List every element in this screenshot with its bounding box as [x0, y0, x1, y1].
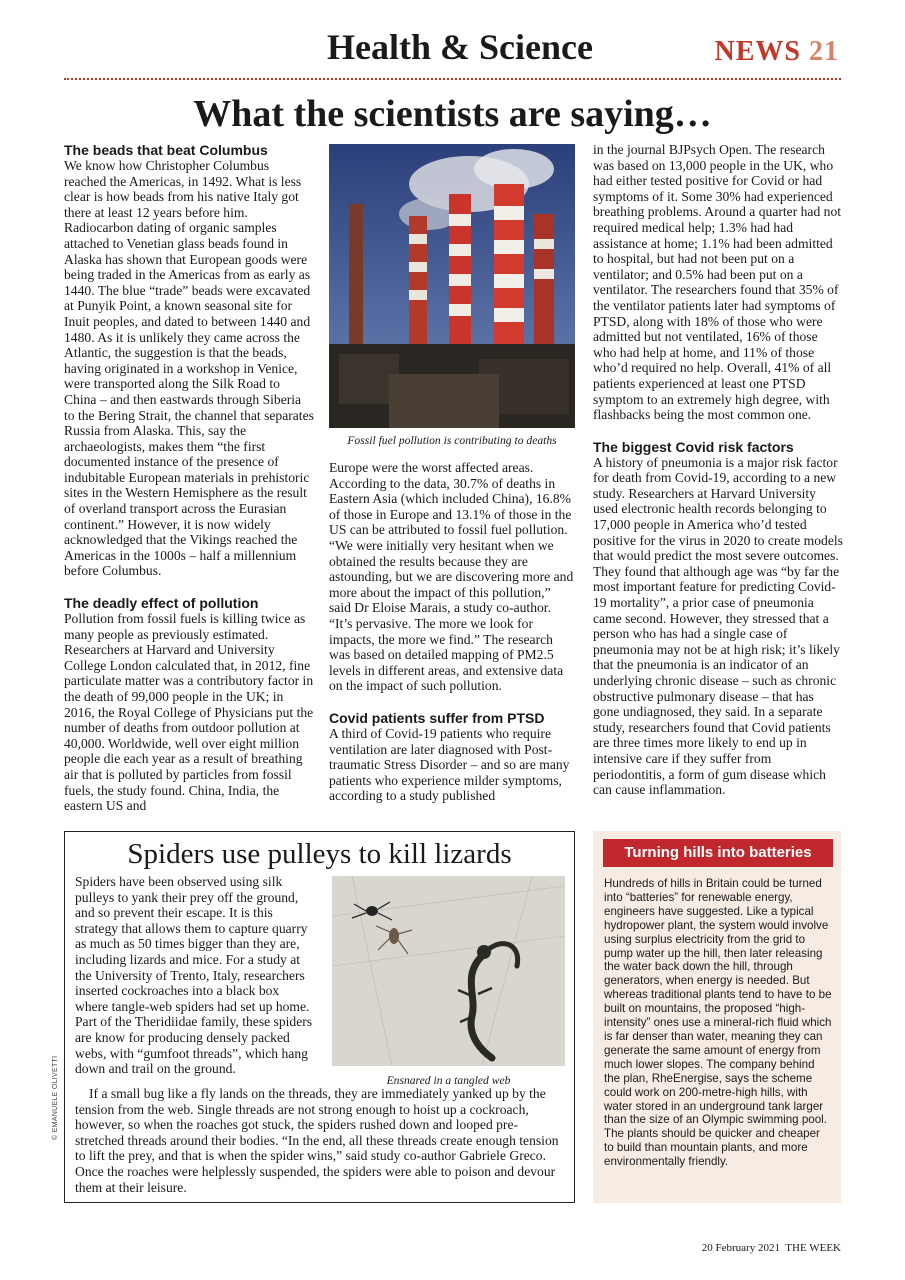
photo-caption-spider: Ensnared in a tangled web	[386, 1074, 511, 1087]
column-2	[329, 460, 575, 804]
page-number: 21	[809, 36, 839, 67]
column-3	[593, 142, 843, 798]
page-footer	[702, 1242, 841, 1254]
article-body-ptsd: A third of Covid-19 patients who require ventilation are later diagnosed with Post-traumatic Stress Disorder – and so are many patients who experience milder symptoms, according to a study published	[329, 725, 570, 804]
section-title: Health & Science	[327, 27, 593, 67]
header-divider	[64, 78, 841, 80]
footer-date: 20 February 2021	[701, 1242, 780, 1254]
article-title-beads: The beads that beat Columbus	[64, 142, 268, 158]
photo-caption-pollution: Fossil fuel pollution is contributing to deaths	[347, 434, 557, 447]
photo-credit: © EMANUELE OLIVETTI	[52, 1055, 59, 1140]
article-body-pollution-continued: Europe were the worst affected areas. According to the data, 30.7% of deaths in Eastern Asia (which included China), 16.8% of those in Europe and 13.1% of those in the US can be attributed to fossil fuel pollution. “We were initially very hesitant when we obtained the results because they are astounding, but we are discovering more and more about the impact of this pollution,” said Dr Eloise Marais, a study co-author. “It’s pervasive. The more we look for impacts, the more we find.” The research was based on detailed mapping of PM2.5 levels in different areas, and extensive data on the impact of such pollution.	[329, 460, 574, 694]
article-body-beads: We know how Christopher Columbus reached the Americas, in 1492. What is less clear is how beads from his native Italy got there at least 12 years before him. Radiocarbon dating of organic samples attached to Venetian glass beads found in Alaska has shown that European goods were being traded in the Americas from as early as 1440. The blue “trade” beads were excavated at Punyik Point, a known seasonal site for Inuit peoples, and dated to between 1440 and 1480. As it is unlikely they came across the Atlantic, the suggestion is that the beads, having originated in a workshop in Venice, were transported along the Silk Road to China – and then eastwards through Siberia to the Bering Strait, the channel that separates Russia from Alaska. This, say the archaeologists, makes them “the first documented instance of the presence of indubitable European materials in prehistoric sites in the Western Hemisphere as the result of overland transport across the Eurasian continent.” However, it is now widely acknowledged that the Vikings reached the Americas in the 1000s – half a millennium before Columbus.	[64, 158, 314, 579]
smokestacks-photo	[329, 144, 575, 428]
news-page-label	[715, 36, 839, 68]
article-body-ptsd-continued: in the journal BJPsych Open. The research was based on 13,000 people in the UK, who had either tested positive for Covid or had symptoms of it. Some 30% had experienced breathing problems. Around a quarter had not required medical help; 1.3% had had assistance at home; 1.1% had been admitted to hospital, but had not been put on a ventilator; and 0.5% had been put on a ventilator. The researchers found that 35% of the ventilator patients later had symptoms of PTSD, along with 18% of those who were admitted but not ventilated, 16% of those who had help at home, and 11% of those who’d required no help. Overall, 41% of all patients experienced at least one PTSD symptom to an extremely high degree, with flashbacks being the most common one.	[593, 142, 842, 423]
news-word: NEWS	[714, 36, 801, 67]
spider-lizard-photo	[332, 876, 565, 1066]
spiders-body-top	[75, 874, 315, 1077]
sidebar-body	[604, 877, 832, 1169]
spiders-title: Spiders use pulleys to kill lizards	[127, 838, 512, 870]
spiders-body-top-text: Spiders have been observed using silk pulleys to yank their prey off the ground, and so prevent their escape. It is this strategy that allows them to capture quarry as much as 50 times bigger than they are, including lizards and mice. For a study at the University of Trento, Italy, researchers inserted cockroaches into a black box where tangle-web spiders had set up home. Part of the Theridiidae family, these spiders are know for producing densely packed webs, with “gumfoot threads”, which hang down and trail on the ground.	[75, 874, 313, 1077]
article-title-ptsd: Covid patients suffer from PTSD	[329, 709, 545, 726]
spiders-feature-box	[64, 831, 575, 1203]
column-1	[64, 142, 314, 814]
article-title-risk-factors: The biggest Covid risk factors	[593, 438, 794, 455]
sidebar-body-text: Hundreds of hills in Britain could be turned into “batteries” for renewable energy, engineers have suggested. Like a typical hydropower plant, the system would involve using surplus electricity from the grid to pump water up the hill, then later releasing the water back down the hill, through generators, when energy is needed. But whereas traditional plants tend to have to be built on mountains, the proposed “high-intensity” ones use a mineral-rich fluid which is far denser than water, meaning they can generate the same amount of energy from much lower slopes. The company behind the plan, RheEnergise, says the scheme could work on 200-metre-high hills, with water stored in an underground tank larger than the size of an Olympic swimming pool. The plants should be quicker and cheaper to build than mountain plants, and more environmentally friendly.	[604, 877, 832, 1169]
sidebar-title: Turning hills into batteries	[603, 839, 833, 867]
article-title-pollution: The deadly effect of pollution	[64, 595, 259, 612]
spiders-body-bottom	[75, 1086, 565, 1195]
footer-publication: THE WEEK	[785, 1242, 841, 1254]
page-headline: What the scientists are saying…	[193, 93, 712, 135]
article-body-risk-factors: A history of pneumonia is a major risk factor for death from Covid-19, according to a new study. Researchers at Harvard University used electronic health records belonging to 17,000 people in America who’d tested positive for the virus in 2020 to create models that would predict the most severe outcomes. They found that although age was “by far the most important feature for predicting Covid-19 mortality”, a prior case of pneumonia came second. However, they stressed that a person who has had a single case of pneumonia may not be at high risk; it’s likely that the pneumonia is an indicator of an underlying chronic disease – such as chronic obstructive pulmonary disease – that has gone undiagnosed, they said. In a separate study, researchers found that Covid patients are three times more likely to end up in intensive care if they suffer from periodontitis, a form of gum disease which can cause inflammation.	[593, 454, 843, 798]
spiders-body-bottom-text: If a small bug like a fly lands on the threads, they are immediately yanked up by the tension from the web. Single threads are not strong enough to hoist up a cockroach, however, so when the roaches got stuck, the spiders rushed down and looped pre-stretched threads around their bodies. “In the end, all these threads create enough tension to lift the prey, and that is when the spider wins,” said study co-author Gabriele Greco. Once the roaches were helplessly suspended, the spiders were able to poison and devour them at their leisure.	[75, 1086, 559, 1195]
article-body-pollution: Pollution from fossil fuels is killing twice as many people as previously estimated. Researchers at Harvard and University College London calculated that, in 2012, fine particulate matter was a contributory factor in the death of 99,000 people in the UK; in 2016, the Royal College of Physicians put the number of deaths from outdoor pollution at 40,000. Worldwide, well over eight million people die each year as a result of breathing air that is polluted by particles from fossil fuels, the study found. China, India, the eastern US and	[64, 611, 314, 814]
hills-batteries-sidebar	[593, 831, 841, 1203]
